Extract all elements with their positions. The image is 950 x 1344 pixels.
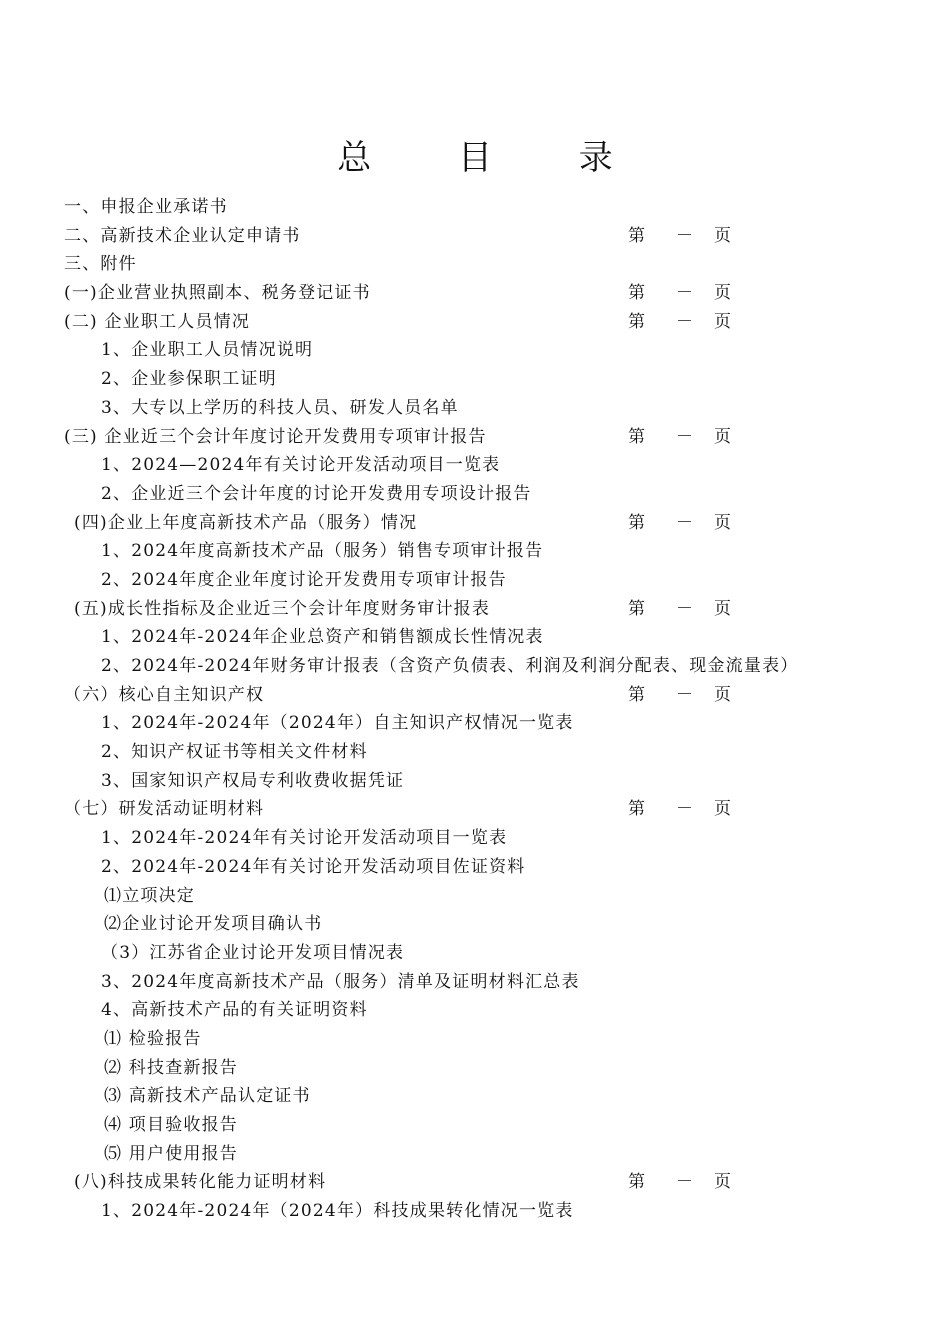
page-ref-prefix: 第 bbox=[628, 1172, 647, 1193]
page-ref-dash: － bbox=[676, 426, 695, 447]
toc-entry bbox=[0, 222, 950, 251]
toc-entry-label: 4、高新技术产品的有关证明资料 bbox=[101, 1000, 368, 1021]
toc-entry bbox=[0, 193, 950, 222]
toc-entry-label: ⑸ 用户使用报告 bbox=[104, 1143, 239, 1164]
toc-entry bbox=[0, 537, 950, 566]
toc-entry-label: （3）江苏省企业讨论开发项目情况表 bbox=[101, 942, 405, 963]
toc-entry bbox=[0, 910, 950, 939]
page-ref-prefix: 第 bbox=[628, 799, 647, 820]
toc-entry-label: (四)企业上年度高新技术产品（服务）情况 bbox=[74, 512, 418, 533]
toc-entry-label: 1、企业职工人员情况说明 bbox=[101, 340, 314, 361]
toc-entry bbox=[0, 681, 950, 710]
toc-page-reference bbox=[628, 308, 738, 337]
toc-entry-label: ⑴ 检验报告 bbox=[104, 1028, 202, 1049]
toc-entry bbox=[0, 250, 950, 279]
toc-entry-label: 一、申报企业承诺书 bbox=[64, 197, 228, 217]
toc-entry bbox=[0, 968, 950, 997]
toc-page-reference bbox=[628, 222, 738, 251]
toc-entry-label: 2、知识产权证书等相关文件材料 bbox=[101, 742, 368, 763]
toc-entry-label: 3、2024年度高新技术产品（服务）清单及证明材料汇总表 bbox=[101, 971, 580, 992]
toc-entry-label: ⑷ 项目验收报告 bbox=[104, 1115, 239, 1135]
toc-entry-label: 2、企业近三个会计年度的讨论开发费用专项设计报告 bbox=[101, 483, 532, 504]
toc-entry bbox=[0, 480, 950, 509]
toc-entry bbox=[0, 365, 950, 394]
toc-page-reference bbox=[628, 423, 738, 452]
toc-entry-label: 3、大专以上学历的科技人员、研发人员名单 bbox=[101, 397, 459, 418]
toc-entry-label: (二) 企业职工人员情况 bbox=[64, 311, 251, 332]
page-ref-dash: － bbox=[676, 512, 695, 533]
toc-entry bbox=[0, 738, 950, 767]
table-of-contents bbox=[0, 193, 950, 1226]
toc-entry bbox=[0, 1111, 950, 1140]
toc-entry-label: ⑵企业讨论开发项目确认书 bbox=[104, 914, 323, 935]
toc-entry bbox=[0, 652, 950, 681]
page-ref-prefix: 第 bbox=[628, 225, 647, 246]
page-ref-dash: － bbox=[676, 799, 695, 820]
toc-entry bbox=[0, 279, 950, 308]
toc-entry bbox=[0, 767, 950, 796]
page-ref-suffix: 页 bbox=[714, 1172, 733, 1193]
page-ref-prefix: 第 bbox=[628, 311, 647, 332]
toc-entry bbox=[0, 1140, 950, 1169]
page-ref-dash: － bbox=[676, 225, 695, 246]
toc-page-reference bbox=[628, 595, 738, 624]
page-ref-suffix: 页 bbox=[714, 283, 733, 304]
page-ref-prefix: 第 bbox=[628, 598, 647, 619]
toc-page-reference bbox=[628, 795, 738, 824]
toc-entry-label: （六）核心自主知识产权 bbox=[64, 684, 265, 705]
toc-entry bbox=[0, 308, 950, 337]
toc-entry-label: ⑴立项决定 bbox=[104, 885, 195, 906]
toc-page-reference bbox=[628, 279, 738, 308]
page-ref-prefix: 第 bbox=[628, 512, 647, 533]
page-ref-suffix: 页 bbox=[714, 799, 733, 820]
page-ref-suffix: 页 bbox=[714, 426, 733, 447]
toc-entry-label: 二、高新技术企业认定申请书 bbox=[64, 225, 301, 246]
page-ref-suffix: 页 bbox=[714, 311, 733, 332]
toc-entry bbox=[0, 1197, 950, 1226]
page-ref-suffix: 页 bbox=[714, 598, 733, 619]
toc-entry bbox=[0, 1082, 950, 1111]
page-ref-dash: － bbox=[676, 311, 695, 332]
toc-page-reference bbox=[628, 509, 738, 538]
toc-entry bbox=[0, 709, 950, 738]
toc-entry bbox=[0, 1025, 950, 1054]
toc-entry bbox=[0, 1168, 950, 1197]
page-ref-prefix: 第 bbox=[628, 684, 647, 705]
page-ref-suffix: 页 bbox=[714, 512, 733, 533]
toc-entry-label: (五)成长性指标及企业近三个会计年度财务审计报表 bbox=[74, 598, 491, 619]
toc-page-reference bbox=[628, 681, 738, 710]
toc-entry-label: 3、国家知识产权局专利收费收据凭证 bbox=[101, 770, 405, 791]
toc-entry-label: 1、2024年度高新技术产品（服务）销售专项审计报告 bbox=[101, 541, 544, 562]
toc-entry-label: 1、2024年-2024年（2024年）自主知识产权情况一览表 bbox=[101, 713, 574, 734]
toc-entry-label: 1、2024年-2024年（2024年）科技成果转化情况一览表 bbox=[101, 1201, 574, 1222]
toc-entry-label: 1、2024年-2024年有关讨论开发活动项目一览表 bbox=[101, 828, 508, 849]
toc-entry bbox=[0, 939, 950, 968]
page-ref-dash: － bbox=[676, 1172, 695, 1193]
toc-entry-label: 三、附件 bbox=[64, 254, 137, 275]
page-ref-suffix: 页 bbox=[714, 684, 733, 705]
toc-entry bbox=[0, 824, 950, 853]
toc-entry bbox=[0, 1054, 950, 1083]
toc-entry-label: 2、2024年度企业年度讨论开发费用专项审计报告 bbox=[101, 569, 507, 590]
toc-entry bbox=[0, 853, 950, 882]
toc-entry-label: (八)科技成果转化能力证明材料 bbox=[74, 1172, 327, 1193]
toc-entry-label: ⑵ 科技查新报告 bbox=[104, 1057, 239, 1078]
toc-entry bbox=[0, 423, 950, 452]
toc-entry-label: 1、2024—2024年有关讨论开发活动项目一览表 bbox=[101, 455, 501, 476]
toc-entry-label: 2、企业参保职工证明 bbox=[101, 369, 277, 390]
toc-entry bbox=[0, 509, 950, 538]
page-ref-dash: － bbox=[676, 598, 695, 619]
toc-entry bbox=[0, 996, 950, 1025]
page-ref-prefix: 第 bbox=[628, 283, 647, 304]
toc-entry bbox=[0, 451, 950, 480]
toc-entry bbox=[0, 336, 950, 365]
toc-entry bbox=[0, 795, 950, 824]
page-ref-dash: － bbox=[676, 684, 695, 705]
toc-entry-label: 2、2024年-2024年有关讨论开发活动项目佐证资料 bbox=[101, 856, 526, 877]
toc-page-reference bbox=[628, 1168, 738, 1197]
toc-entry bbox=[0, 595, 950, 624]
toc-entry bbox=[0, 882, 950, 911]
toc-entry-label: 1、2024年-2024年企业总资产和销售额成长性情况表 bbox=[101, 627, 544, 648]
toc-entry-label: (三) 企业近三个会计年度讨论开发费用专项审计报告 bbox=[64, 426, 487, 447]
toc-entry bbox=[0, 566, 950, 595]
page-ref-suffix: 页 bbox=[714, 225, 733, 246]
page-ref-prefix: 第 bbox=[628, 426, 647, 447]
toc-entry-label: 2、2024年-2024年财务审计报表（含资产负债表、利润及利润分配表、现金流量表） bbox=[101, 656, 799, 676]
page-ref-dash: － bbox=[676, 283, 695, 304]
toc-entry-label: （七）研发活动证明材料 bbox=[64, 799, 265, 820]
toc-entry-label: ⑶ 高新技术产品认定证书 bbox=[104, 1086, 311, 1107]
toc-entry bbox=[0, 394, 950, 423]
toc-entry bbox=[0, 623, 950, 652]
toc-entry-label: (一)企业营业执照副本、税务登记证书 bbox=[64, 283, 371, 304]
document-title: 总 目 录 bbox=[337, 138, 651, 178]
